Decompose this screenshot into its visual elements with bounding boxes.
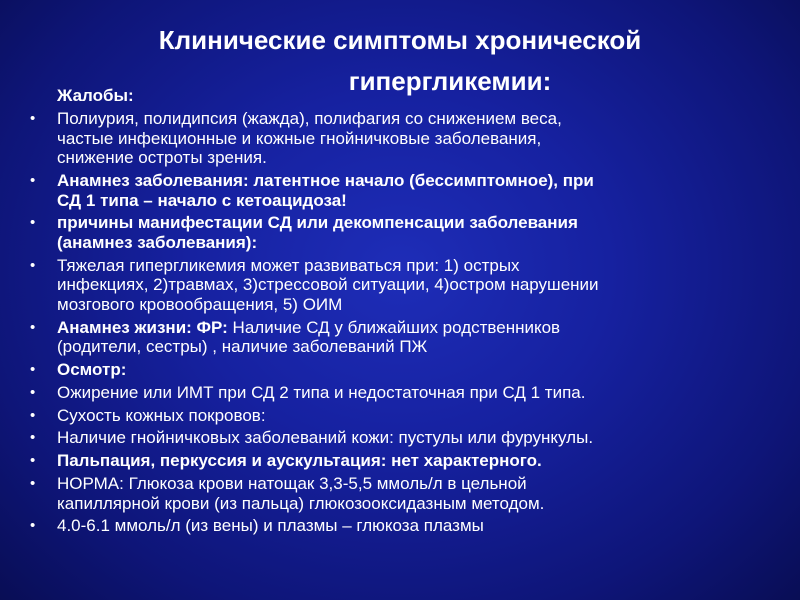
- bullet-icon: •: [30, 361, 36, 379]
- list-item: [30, 428, 785, 448]
- list-item-continuation: (анамнез заболевания):: [57, 232, 258, 252]
- list-item-text: Анамнез заболевания: латентное начало (бессимптомное), при: [57, 170, 594, 190]
- list-item-text: причины манифестации СД или декомпенсации заболевания: [57, 213, 578, 233]
- list-item: [30, 213, 785, 252]
- list-item-text: Пальпация, перкуссия и аускультация: нет характерного.: [57, 451, 542, 471]
- slide-title-line-2: гипергликемии:: [348, 66, 552, 96]
- list-item: [30, 318, 785, 357]
- list-item-text: Полиурия, полидипсия (жажда), полифагия со снижением веса,: [57, 109, 562, 128]
- list-item-text: НОРМА: Глюкоза крови натощак 3,3-5,5 ммоль/л в цельной: [57, 473, 527, 493]
- bullet-icon: •: [30, 318, 36, 336]
- list-item-text: Осмотр:: [57, 360, 127, 380]
- bullet-icon: •: [30, 452, 36, 470]
- list-item: [30, 516, 785, 536]
- bullet-icon: •: [30, 429, 36, 447]
- bullet-icon: •: [30, 474, 36, 492]
- bullet-icon: •: [30, 256, 36, 274]
- list-item: [30, 256, 785, 315]
- list-item: [30, 406, 785, 426]
- bullet-list: [30, 109, 785, 539]
- list-item: [30, 171, 785, 210]
- list-item-text: Наличие СД у ближайших родственников: [227, 317, 561, 337]
- list-item-continuation: снижение остроты зрения.: [57, 148, 267, 168]
- bullet-icon: •: [30, 214, 36, 232]
- bullet-icon: •: [30, 383, 36, 401]
- list-item: [30, 360, 785, 380]
- list-item-text: Наличие гнойничковых заболеваний кожи: пустулы или фурункулы.: [57, 428, 594, 448]
- slide-title-line-1: Клинические симптомы хронической: [158, 25, 642, 55]
- bullet-icon: •: [30, 110, 36, 127]
- list-item-continuation: частые инфекционные и кожные гнойничковые заболевания,: [57, 128, 542, 148]
- list-item-continuation: СД 1 типа – начало с кетоацидоза!: [57, 190, 347, 210]
- list-item-text: 4.0-6.1 ммоль/л (из вены) и плазмы – глюкоза плазмы: [57, 516, 484, 536]
- list-item-continuation: (родители, сестры) , наличие заболеваний ПЖ: [57, 337, 428, 357]
- bullet-icon: •: [30, 171, 36, 189]
- list-item: [30, 383, 785, 403]
- list-item-text: Ожирение или ИМТ при СД 2 типа и недостаточная при СД 1 типа.: [57, 382, 586, 402]
- list-item-continuation: капиллярной крови (из пальца) глюкозооксидазным методом.: [57, 493, 545, 513]
- list-item-continuation: мозгового кровообращения, 5) ОИМ: [57, 294, 343, 314]
- list-item: [30, 451, 785, 471]
- list-item: [30, 109, 785, 168]
- list-item: [30, 474, 785, 513]
- list-item-text: Анамнез жизни: ФР:: [57, 317, 228, 337]
- bullet-icon: •: [30, 406, 36, 424]
- list-item-text: Сухость кожных покровов:: [57, 405, 266, 425]
- bullet-icon: •: [30, 517, 36, 535]
- complaints-heading: Жалобы:: [57, 86, 134, 105]
- list-item-continuation: инфекциях, 2)травмах, 3)стрессовой ситуации, 4)остром нарушении: [57, 275, 599, 295]
- list-item-text: Тяжелая гипергликемия может развиваться при: 1) острых: [57, 255, 520, 275]
